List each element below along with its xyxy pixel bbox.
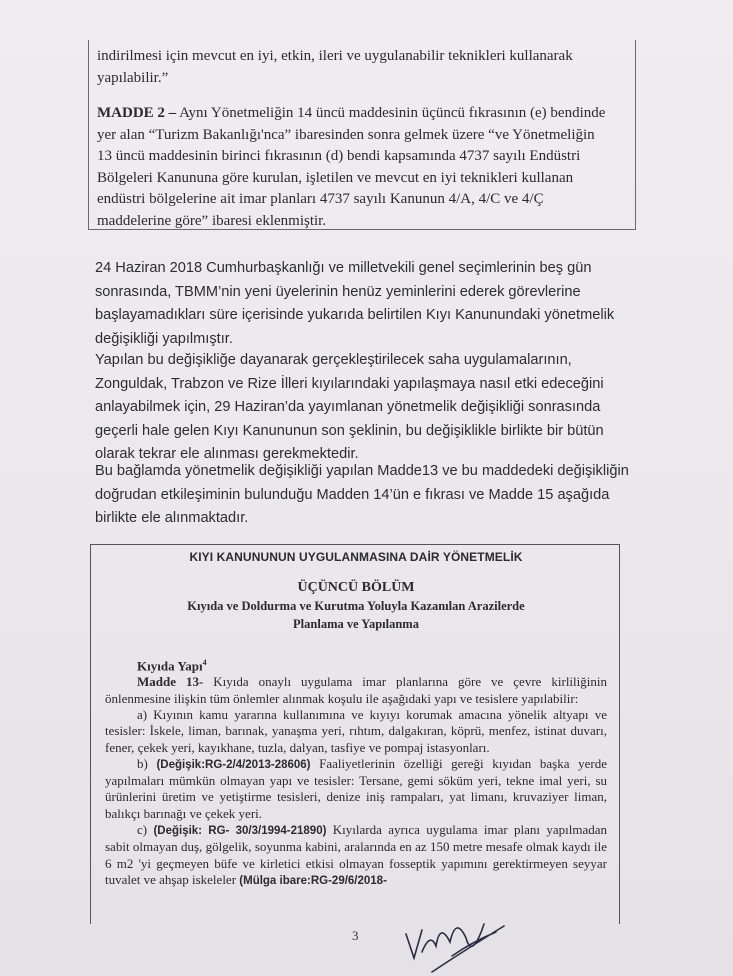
paragraph-election: 24 Haziran 2018 Cumhurbaşkanlığı ve milletvekili genel seçimlerinin beş gün sonrasında, TBMM’nin yeni üyelerinin henüz yeminlerini ederek görevlerine başlayamadıkları süre içerisinde yukarıda belirtilen Kıyı Kanunundaki yönetmelik değişikliği yapılmıştır. [95,260,615,347]
amendment-tag: (Mülga ibare:RG-29/6/2018- [239,874,387,887]
text-line: endüstri bölgelerine ait imar planları 4737 sayılı Kanunun 4/A, 4/C ve 4/Ç [97,191,544,207]
section-title: ÜÇÜNCÜ BÖLÜM [297,580,415,595]
text-line: maddelerine göre” ibaresi eklenmiştir. [97,212,327,229]
page-number: 3 [352,928,359,943]
madde-2-label: MADDE 2 – [97,105,177,121]
text-line: yapılabilir.” [97,69,169,86]
text-line: yer alan “Turizm Bakanlığı'nca” ibaresinden sonra gelmek üzere “ve Yönetmeliğin [97,126,595,143]
regulation-heading: KIYI KANUNUNUN UYGULANMASINA DAİR YÖNETMELİK [189,550,523,564]
madde-2-line: MADDE 2 – Aynı Yönetmeliğin 14 üncü maddesinin üçüncü fıkrasının (e) bendinde [97,105,606,121]
quoted-amendment-box [88,40,636,230]
paragraph-context: Bu bağlamda yönetmelik değişikliği yapılan Madde13 ve bu maddedeki değişikliğin doğrudan etkileşiminin bulunduğu Madden 14’ün e fıkrası ve Madde 15 aşağıda birlikte ele alınmaktadır. [95,463,629,526]
paragraph-application: Yapılan bu değişikliğe dayanarak gerçekleştirilecek saha uygulamalarının, Zonguldak, Trabzon ve Rize İlleri kıyılarındaki yapılaşmaya nasıl etki edeceğini anlayabilmek için, 29 Haziran’da yayımlanan yönetmelik değişikliği sonrasında geçerli hale gelen Kıyı Kanununun son şeklinin, bu değişiklikle birlikte bir bütün olarak tekrar ele alınması gerekmektedir. [95,352,604,462]
madde-13-text: Madde 13- Kıyıda onaylı uygulama imar planlarına göre ve çevre kirliliğinin önlenmesine ilişkin tüm önlemler alınmak koşulu ile aşağıdaki yapı ve tesislere yapılabilir: [105,674,607,706]
item-a: a) Kıyının kamu yararına kullanımına ve kıyıyı korumak amacına yönelik altyapı ve tesisler: İskele, liman, barınak, yanaşma yeri, rıhtım, dalgakıran, köprü, menfez, istinat duvarı, fener, çekek yeri, kayıkhane, tuzla, dalyan, tasfiye ve pompaj istasyonları. [105,706,607,755]
amendment-tag: (Değişik: RG- 30/3/1994-21890) [153,825,327,837]
signature-icon [392,912,512,976]
footnote-mark: 4 [202,658,207,667]
section-subtitle: Planlama ve Yapılanma [293,617,419,631]
regulation-excerpt-box [90,544,620,924]
article-title: Kıyıda Yapı$^4$ [137,658,207,674]
section-subtitle: Kıyıda ve Doldurma ve Kurutma Yoluyla Kazanılan Arazilerde [187,599,525,613]
text-line: 13 üncü maddesinin birinci fıkrasının (d) bendi kapsamında 4737 sayılı Endüstri [97,148,581,164]
item-c: c) (Değişik: RG- 30/3/1994-21890) Kıyılarda ayrıca uygulama imar planı yapılmadan sabit olmayan duş, gölgelik, soyunma kabini, aralarında en az 150 metre mesafe olmak kaydı ile 6 m2 'yi geçmeyen büfe ve kirletici etkisi olmayan fosseptik yapımını gerektirmeyen seyyar tuvalet ve ahşap iskeleler (Mülga ibare:RG-29/6/2018- [105,822,607,887]
madde-13-label: Madde 13- [137,674,204,690]
text-line: Bölgeleri Kanununa göre kurulan, işletilen ve mevcut en iyi teknikleri kullanan [97,169,574,186]
item-b: b) (Değişik:RG-2/4/2013-28606) Faaliyetlerinin özelliği gereği kıyıdan başka yerde yapılmaları mümkün olmayan yapı ve tesisler: Tersane, gemi söküm yeri, tekne imal yeri, su ürünlerini üretim ve yetiştirme tesisleri, denize iniş rampaları, yat limanı, kruvaziyer liman, balıkçı barınağı ve çekek yeri. [105,755,607,821]
amendment-tag: (Değişik:RG-2/4/2013-28606) [156,758,311,771]
text-line: indirilmesi için mevcut en iyi, etkin, ileri ve uygulanabilir teknikleri kullanarak [97,48,573,64]
